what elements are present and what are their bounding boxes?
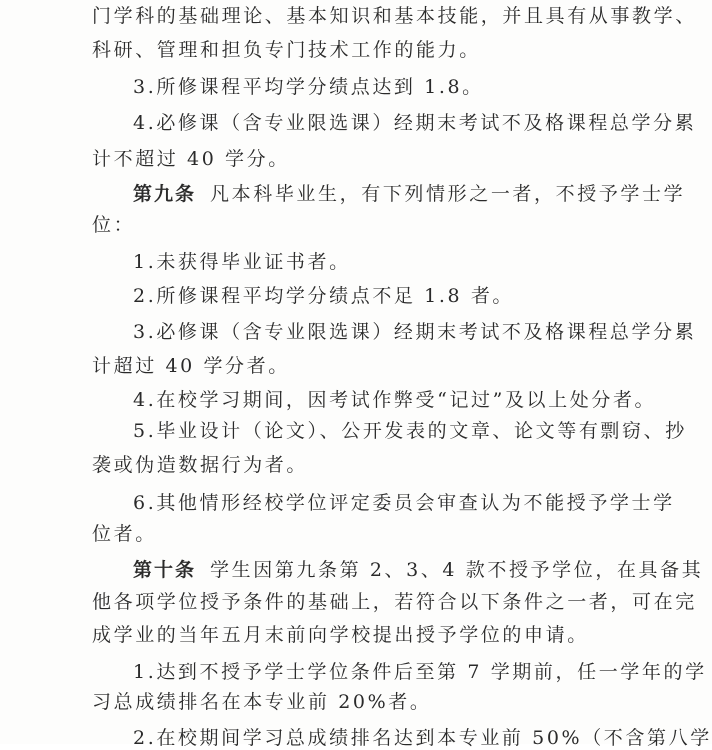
text-line: 习总成绩排名在本专业前 20%者。 — [92, 691, 432, 713]
text-line: 位者。 — [92, 523, 157, 545]
article-10-line — [133, 558, 703, 582]
text-line: 4.在校学习期间，因考试作弊受“记过”及以上处分者。 — [133, 389, 657, 411]
text-line: 1.达到不授予学士学位条件后至第 7 学期前，任一学年的学 — [133, 661, 707, 683]
text-line: 5.毕业设计（论文）、公开发表的文章、论文等有剽窃、抄 — [133, 420, 687, 442]
text-line: 3.所修课程平均学分绩点达到 1.8。 — [133, 76, 484, 98]
text-line: 门学科的基础理论、基本知识和基本技能，并且具有从事教学、 — [92, 5, 697, 27]
text-line: 3.必修课（含专业限选课）经期末考试不及格课程总学分累 — [133, 321, 697, 343]
text-line: 4.必修课（含专业限选课）经期末考试不及格课程总学分累 — [133, 112, 697, 134]
text-line: 成学业的当年五月末前向学校提出授予学位的申请。 — [92, 624, 589, 646]
text-line: 2.所修课程平均学分绩点不足 1.8 者。 — [133, 285, 515, 307]
text-line: 袭或伪造数据行为者。 — [92, 454, 309, 476]
article-10-text: 学生因第九条第 2、3、4 款不授予学位，在具备其 — [210, 559, 704, 581]
article-9-line — [133, 182, 685, 206]
text-line: 计超过 40 学分者。 — [92, 355, 290, 377]
article-9-heading: 第九条 — [133, 183, 197, 205]
text-line: 位： — [92, 214, 136, 236]
text-line: 科研、管理和担负专门技术工作的能力。 — [92, 39, 481, 61]
text-line: 6.其他情形经校学位评定委员会审查认为不能授予学士学 — [133, 492, 675, 514]
article-9-text: 凡本科毕业生，有下列情形之一者，不授予学士学 — [210, 183, 686, 205]
text-line: 2.在校期间学习总成绩排名达到本专业前 50%（不含第八学 — [133, 727, 712, 749]
text-line: 他各项学位授予条件的基础上，若符合以下条件之一者，可在完 — [92, 591, 697, 613]
article-10-heading: 第十条 — [133, 559, 197, 581]
text-line: 1.未获得毕业证书者。 — [133, 251, 351, 273]
text-line: 计不超过 40 学分。 — [92, 148, 290, 170]
